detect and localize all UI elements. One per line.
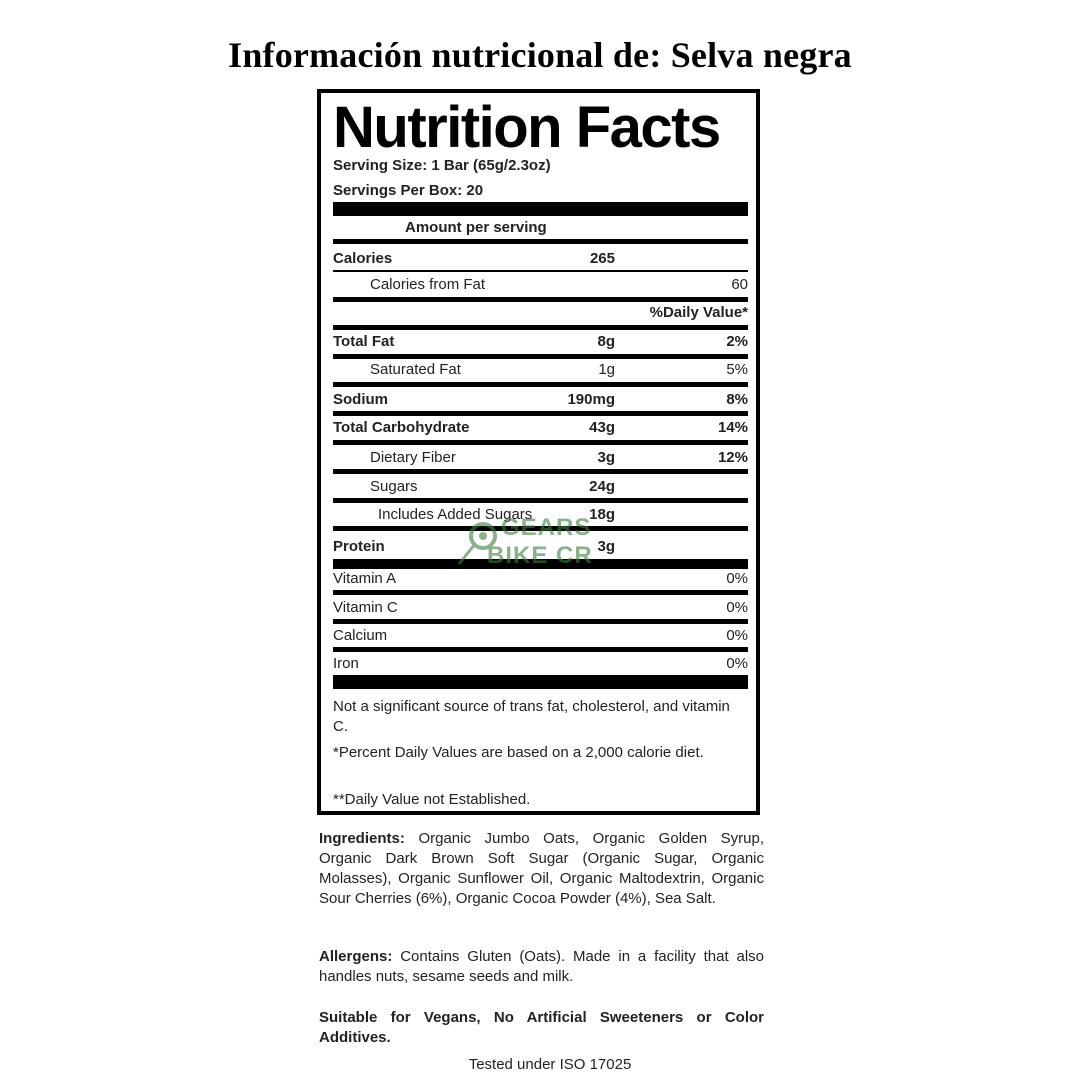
nutrition-label bbox=[317, 89, 760, 815]
divider bbox=[333, 619, 748, 624]
footnote: Not a significant source of trans fat, cholesterol, and vitamin C. bbox=[333, 698, 730, 735]
divider bbox=[333, 382, 748, 387]
page-title: Información nutricional de: Selva negra bbox=[228, 35, 852, 75]
calories-value: 265 bbox=[589, 250, 615, 267]
watermark bbox=[455, 510, 635, 572]
nutrient-label: Sugars bbox=[370, 478, 418, 495]
daily-value-header: %Daily Value* bbox=[649, 304, 748, 321]
nutrient-amount: 3g bbox=[597, 538, 615, 555]
vitamin-dv: 0% bbox=[726, 627, 748, 644]
nutrient-label: Sodium bbox=[333, 391, 388, 408]
allergens-text: Contains Gluten (Oats). Made in a facility that also handles nuts, sesame seeds and milk. bbox=[319, 948, 764, 985]
suitable-note: Suitable for Vegans, No Artificial Sweeteners or Color Additives. bbox=[319, 1009, 764, 1046]
nutrient-dv: 8% bbox=[726, 391, 748, 408]
footnote: **Daily Value not Established. bbox=[333, 791, 531, 808]
vitamin-dv: 0% bbox=[726, 570, 748, 587]
nutrient-label: Total Carbohydrate bbox=[333, 419, 470, 436]
allergens bbox=[319, 947, 764, 987]
divider bbox=[333, 325, 748, 330]
vitamin-label: Iron bbox=[333, 655, 359, 672]
watermark-line1: GEARS bbox=[501, 514, 592, 541]
ingredients-text: Organic Jumbo Oats, Organic Golden Syrup, Organic Dark Brown Soft Sugar (Organic Sugar, Organic Molasses), Organic Sunflower Oil, Organic Maltodextrin, Organic Sour Cherries (6%), Organic Cocoa Powder (4%), Sea Salt. bbox=[319, 830, 764, 907]
nutrient-amount: 190mg bbox=[567, 391, 615, 408]
divider bbox=[333, 590, 748, 595]
nutrition-facts-heading: Nutrition Facts bbox=[333, 95, 720, 160]
nutrient-amount: 18g bbox=[589, 506, 615, 523]
nutrient-label: Protein bbox=[333, 538, 385, 555]
divider bbox=[333, 647, 748, 652]
vitamin-dv: 0% bbox=[726, 655, 748, 672]
vitamin-dv: 0% bbox=[726, 599, 748, 616]
nutrient-dv: 14% bbox=[717, 419, 748, 436]
vitamin-label: Calcium bbox=[333, 627, 388, 644]
divider bbox=[333, 469, 748, 474]
ingredients-label: Ingredients: bbox=[319, 830, 405, 847]
nutrient-label: Dietary Fiber bbox=[370, 449, 456, 466]
footnote: *Percent Daily Values are based on a 2,000 calorie diet. bbox=[333, 744, 704, 761]
calories-label: Calories bbox=[333, 250, 393, 267]
serving-size: Serving Size: 1 Bar (65g/2.3oz) bbox=[333, 157, 551, 174]
amount-per-serving: Amount per serving bbox=[405, 219, 547, 236]
divider bbox=[333, 498, 748, 503]
allergens-label: Allergens: bbox=[319, 948, 393, 965]
nutrient-dv: 5% bbox=[726, 361, 748, 378]
thick-divider bbox=[333, 202, 748, 216]
nutrient-amount: 8g bbox=[597, 333, 615, 350]
calories-from-fat-value: 60 bbox=[731, 276, 748, 293]
watermark-line2: BIKE CR bbox=[487, 542, 593, 569]
divider bbox=[333, 411, 748, 416]
vitamin-label: Vitamin C bbox=[333, 599, 398, 616]
vitamin-label: Vitamin A bbox=[333, 570, 397, 587]
nutrient-label: Saturated Fat bbox=[370, 361, 461, 378]
ingredients bbox=[319, 829, 764, 909]
thick-divider bbox=[333, 675, 748, 689]
nutrient-amount: 1g bbox=[598, 361, 615, 378]
calories-from-fat-label: Calories from Fat bbox=[370, 276, 486, 293]
nutrient-amount: 24g bbox=[589, 478, 615, 495]
nutrient-label: Includes Added Sugars bbox=[378, 506, 533, 523]
nutrient-amount: 3g bbox=[597, 449, 615, 466]
nutrient-dv: 2% bbox=[726, 333, 748, 350]
divider bbox=[333, 440, 748, 445]
servings-per-box: Servings Per Box: 20 bbox=[333, 182, 484, 199]
nutrient-dv: 12% bbox=[717, 449, 748, 466]
nutrient-amount: 43g bbox=[589, 419, 615, 436]
iso-note: Tested under ISO 17025 bbox=[468, 1056, 632, 1073]
divider bbox=[333, 239, 748, 244]
divider bbox=[333, 297, 748, 302]
divider bbox=[333, 354, 748, 359]
divider bbox=[333, 270, 748, 272]
nutrient-label: Total Fat bbox=[333, 333, 395, 350]
